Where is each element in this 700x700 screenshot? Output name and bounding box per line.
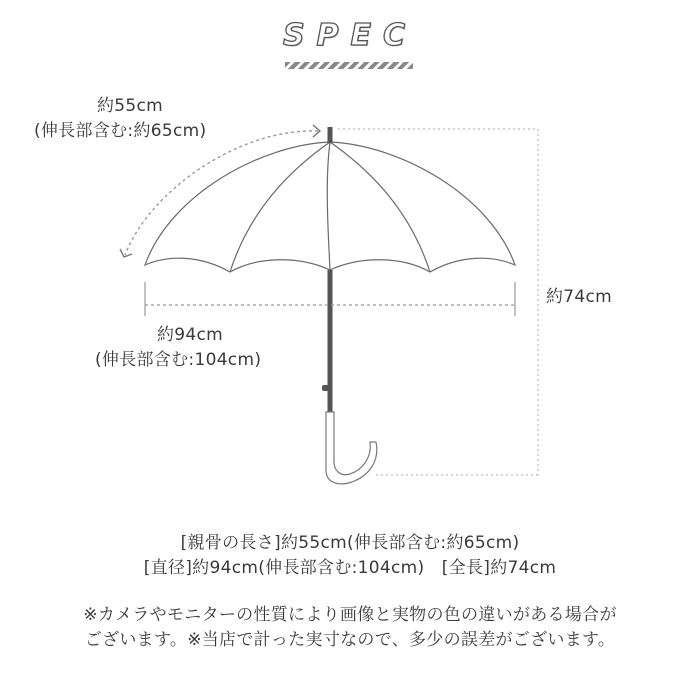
diameter-extended-label: (伸長部含む:104cm) [95, 350, 262, 370]
umbrella-canopy [145, 142, 515, 272]
total-length-label: 約74cm [546, 287, 613, 307]
umbrella-tip [328, 127, 333, 143]
note-color-difference: ※カメラやモニターの性質により画像と実物の色の違いがある場合が [83, 605, 617, 625]
shaft-button [322, 385, 330, 391]
rib-length-arrow [125, 131, 318, 255]
spec-line-rib: [親骨の長さ]約55cm(伸長部含む:約65cm) [180, 533, 520, 553]
umbrella-handle [326, 412, 377, 484]
rib-arrow-head-bottom [120, 249, 132, 257]
rib-length-label: 約55cm [97, 96, 164, 116]
note-measurement-error: ございます。※当店で計った実寸なので、多少の誤差がございます。 [84, 630, 616, 650]
spec-title: SPEC [282, 18, 418, 53]
rib-length-extended-label: (伸長部含む:約65cm) [34, 121, 207, 141]
spec-line-diameter-length: [直径]約94cm(伸長部含む:104cm) [全長]約74cm [143, 558, 557, 578]
diameter-label: 約94cm [157, 325, 224, 345]
